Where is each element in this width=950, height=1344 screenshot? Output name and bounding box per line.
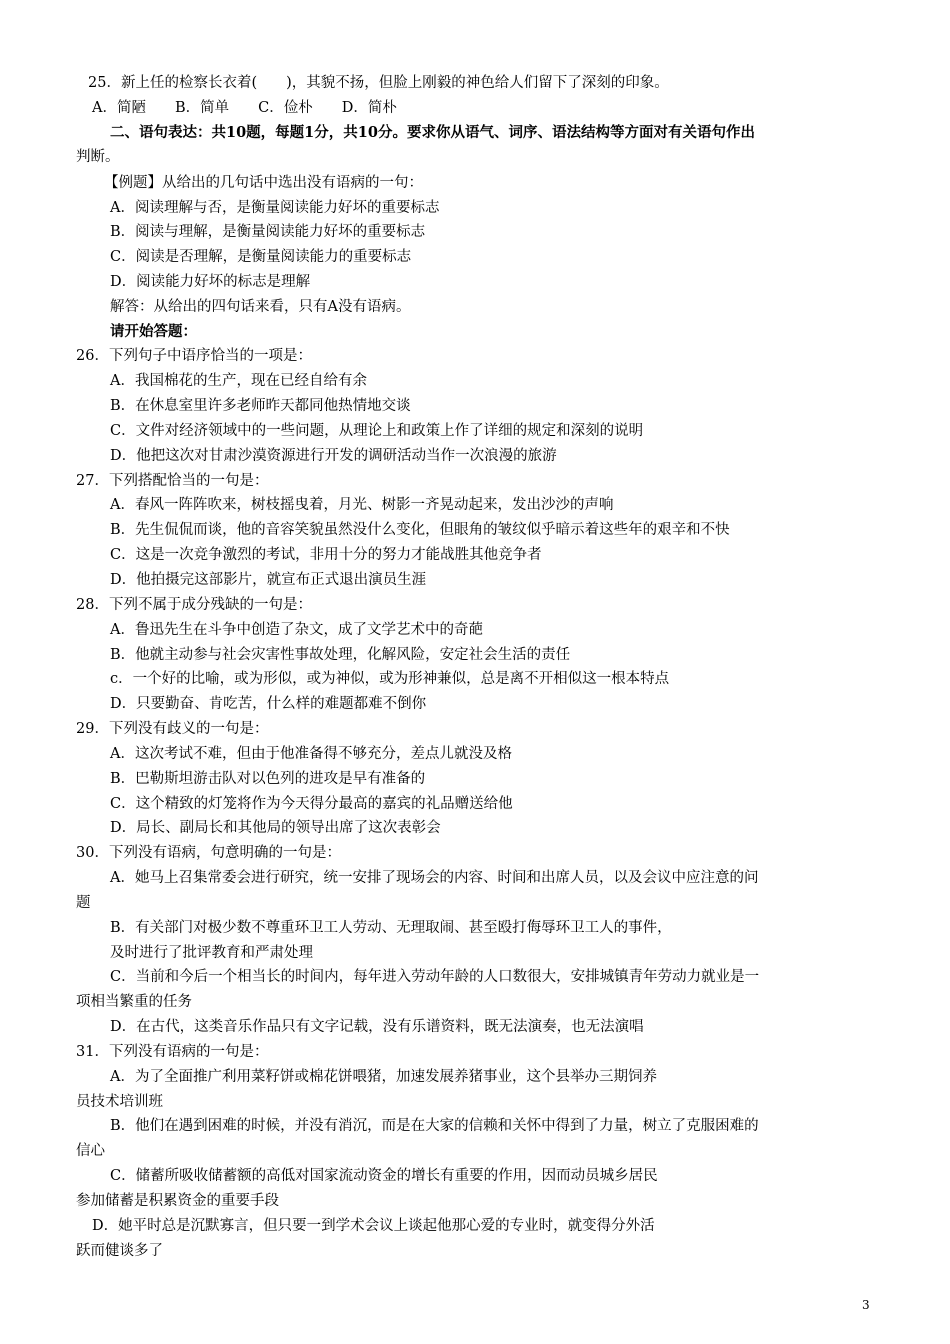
q26-option-d: D．他把这次对甘肃沙漠资源进行开发的调研活动当作一次浪漫的旅游 <box>110 448 557 464</box>
q31-option-a: A．为了全面推广利用菜籽饼或棉花饼喂猪，加速发展养猪事业，这个县举办三期饲养 <box>110 1069 657 1085</box>
q29-option-b: B．巴勒斯坦游击队对以色列的进攻是早有准备的 <box>110 771 426 787</box>
q30-option-b: B．有关部门对极少数不尊重环卫工人劳动、无理取闹、甚至殴打侮辱环卫工人的事件， <box>110 920 672 936</box>
q30-option-c-cont: 项相当繁重的任务 <box>76 994 192 1010</box>
q29-option-c: C．这个精致的灯笼将作为今天得分最高的嘉宾的礼品赠送给他 <box>110 796 513 812</box>
page-number: 3 <box>862 1298 870 1312</box>
start-answering: 请开始答题： <box>110 323 197 340</box>
q31-option-b-cont: 信心 <box>76 1143 105 1159</box>
q31-option-c-cont: 参加储蓄是积累资金的重要手段 <box>76 1193 279 1209</box>
q31-option-b: B．他们在遇到困难的时候，并没有消沉，而是在大家的信赖和关怀中得到了力量，树立了克服困难的 <box>110 1118 759 1134</box>
q30-option-c: C．当前和今后一个相当长的时间内，每年进入劳动年龄的人口数很大，安排城镇青年劳动力就业是一 <box>110 969 760 985</box>
q29-option-a: A．这次考试不难，但由于他准备得不够充分，差点儿就没及格 <box>110 746 512 762</box>
example-answer: 解答：从给出的四句话来看，只有A没有语病。 <box>110 299 411 315</box>
example-option-c: C．阅读是否理解，是衡量阅读能力的重要标志 <box>110 249 412 265</box>
example-option-b: B．阅读与理解，是衡量阅读能力好坏的重要标志 <box>110 224 426 240</box>
q29-option-d: D．局长、副局长和其他局的领导出席了这次表彰会 <box>110 820 441 836</box>
section2-heading: 二、语句表达：共10题，每题1分，共10分。要求你从语气、词序、语法结构等方面对有关语句作出 <box>110 124 755 141</box>
q27-option-a: A．春风一阵阵吹来，树枝摇曳着，月光、树影一齐晃动起来，发出沙沙的声响 <box>110 497 614 513</box>
q31-option-c: C．储蓄所吸收储蓄额的高低对国家流动资金的增长有重要的作用，因而动员城乡居民 <box>110 1168 658 1184</box>
q28-option-c: c．一个好的比喻，或为形似，或为神似，或为形神兼似，总是离不开相似这一根本特点 <box>110 671 670 687</box>
example-title: 【例题】从给出的几句话中选出没有语病的一句： <box>104 175 423 191</box>
section2-heading-cont: 判断。 <box>76 149 120 165</box>
q27-stem: 27．下列搭配恰当的一句是： <box>76 473 269 489</box>
q30-option-b-cont: 及时进行了批评教育和严肃处理 <box>110 945 313 961</box>
example-option-d: D．阅读能力好坏的标志是理解 <box>110 274 311 290</box>
example-option-a: A．阅读理解与否，是衡量阅读能力好坏的重要标志 <box>110 200 440 216</box>
q28-option-a: A．鲁迅先生在斗争中创造了杂文，成了文学艺术中的奇葩 <box>110 622 483 638</box>
q27-option-c: C．这是一次竞争激烈的考试，非用十分的努力才能战胜其他竞争者 <box>110 547 542 563</box>
q30-option-a: A．她马上召集常委会进行研究，统一安排了现场会的内容、时间和出席人员，以及会议中应注意的问 <box>110 870 759 886</box>
q26-option-a: A．我国棉花的生产，现在已经自给有余 <box>110 373 367 389</box>
q31-option-d-cont: 跃而健谈多了 <box>76 1243 163 1259</box>
q27-option-d: D．他拍摄完这部影片，就宣布正式退出演员生涯 <box>110 572 427 588</box>
q28-option-d: D．只要勤奋、肯吃苦，什么样的难题都难不倒你 <box>110 696 427 712</box>
q31-option-d: D．她平时总是沉默寡言，但只要一到学术会议上谈起他那心爱的专业时，就变得分外活 <box>92 1218 655 1234</box>
q29-stem: 29．下列没有歧义的一句是： <box>76 721 269 737</box>
q31-option-a-cont: 员技术培训班 <box>76 1094 163 1110</box>
q30-option-d: D．在古代，这类音乐作品只有文字记载，没有乐谱资料，既无法演奏，也无法演唱 <box>110 1019 644 1035</box>
q31-stem: 31．下列没有语病的一句是： <box>76 1044 269 1060</box>
q26-option-b: B．在休息室里许多老师昨天都同他热情地交谈 <box>110 398 411 414</box>
q25-options: A．简陋 B．简单 C．俭朴 D．简朴 <box>92 100 397 116</box>
q27-option-b: B．先生侃侃而谈，他的音容笑貌虽然没什么变化，但眼角的皱纹似乎暗示着这些年的艰辛和不快 <box>110 522 730 538</box>
q28-stem: 28．下列不属于成分残缺的一句是： <box>76 597 312 613</box>
q26-option-c: C．文件对经济领域中的一些问题，从理论上和政策上作了详细的规定和深刻的说明 <box>110 423 644 439</box>
q28-option-b: B．他就主动参与社会灾害性事故处理，化解风险，安定社会生活的责任 <box>110 647 571 663</box>
q25-stem: 25．新上任的检察长衣着( )，其貌不扬，但脸上刚毅的神色给人们留下了深刻的印象。 <box>88 75 669 91</box>
q30-option-a-cont: 题 <box>76 895 91 911</box>
q30-stem: 30．下列没有语病，句意明确的一句是： <box>76 845 341 861</box>
q26-stem: 26．下列句子中语序恰当的一项是： <box>76 348 312 364</box>
